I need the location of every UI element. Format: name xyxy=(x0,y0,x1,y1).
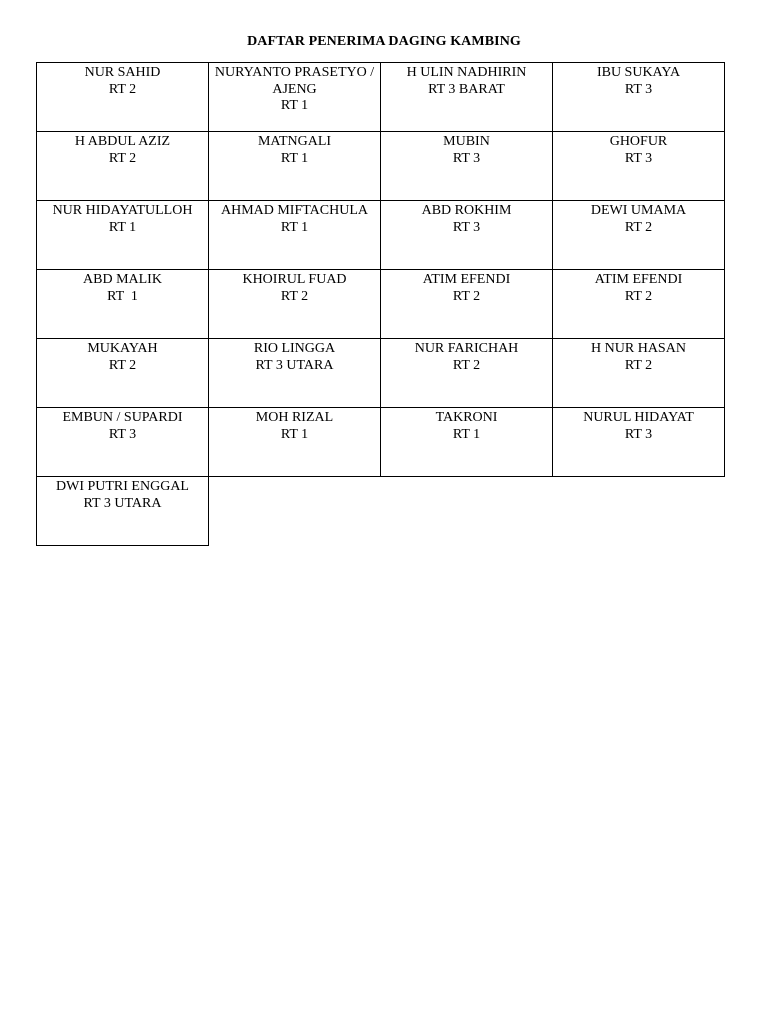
recipient-rt: RT 1 xyxy=(108,219,137,235)
recipient-rt: RT 2 xyxy=(108,357,137,373)
recipient-name: IBU SUKAYA xyxy=(596,65,681,80)
recipient-cell xyxy=(380,407,553,477)
recipient-name: MUBIN xyxy=(443,134,490,149)
recipient-cell xyxy=(208,269,381,339)
recipient-name: ABD ROKHIM xyxy=(421,203,512,218)
recipient-cell xyxy=(36,62,209,132)
recipient-cell xyxy=(380,200,553,270)
recipient-name: MOH RIZAL xyxy=(255,410,334,425)
recipient-name: GHOFUR xyxy=(609,134,668,149)
document-title: DAFTAR PENERIMA DAGING KAMBING xyxy=(247,34,521,49)
recipient-cell xyxy=(208,338,381,408)
recipient-cell xyxy=(36,200,209,270)
recipient-name: NURYANTO PRASETYO / AJENG xyxy=(214,65,377,97)
recipient-name: ABD MALIK xyxy=(83,272,162,287)
recipient-name: H ULIN NADHIRIN xyxy=(406,65,527,80)
recipient-cell xyxy=(552,269,725,339)
recipient-table xyxy=(36,62,724,545)
recipient-name: NUR HIDAYATULLOH xyxy=(52,203,193,218)
recipient-rt: RT 3 UTARA xyxy=(83,495,162,511)
recipient-rt: RT 2 xyxy=(624,219,653,235)
recipient-rt: RT 3 xyxy=(452,150,481,166)
recipient-name: DWI PUTRI ENGGAL xyxy=(56,479,189,494)
recipient-rt: RT 1 xyxy=(280,219,309,235)
recipient-name: H ABDUL AZIZ xyxy=(74,134,171,149)
recipient-name: DEWI UMAMA xyxy=(590,203,687,218)
recipient-cell xyxy=(380,62,553,132)
recipient-cell xyxy=(380,338,553,408)
recipient-name: MATNGALI xyxy=(257,134,332,149)
recipient-name: TAKRONI xyxy=(435,410,498,425)
recipient-cell xyxy=(36,407,209,477)
recipient-rt: RT 2 xyxy=(108,81,137,97)
recipient-name: NUR FARICHAH xyxy=(414,341,519,356)
recipient-cell xyxy=(208,200,381,270)
recipient-cell xyxy=(552,407,725,477)
recipient-cell xyxy=(552,338,725,408)
recipient-rt: RT 1 xyxy=(107,288,138,304)
recipient-rt: RT 3 UTARA xyxy=(255,357,334,373)
recipient-rt: RT 1 xyxy=(280,150,309,166)
recipient-name: KHOIRUL FUAD xyxy=(242,272,347,287)
recipient-rt: RT 2 xyxy=(624,288,653,304)
recipient-rt: RT 1 xyxy=(280,426,309,442)
recipient-rt: RT 2 xyxy=(280,288,309,304)
recipient-rt: RT 2 xyxy=(624,357,653,373)
recipient-cell xyxy=(552,131,725,201)
recipient-cell xyxy=(36,476,209,546)
recipient-cell xyxy=(208,407,381,477)
recipient-name: AHMAD MIFTACHULA xyxy=(220,203,369,218)
recipient-rt: RT 3 xyxy=(624,150,653,166)
recipient-name: ATIM EFENDI xyxy=(422,272,511,287)
recipient-name: EMBUN / SUPARDI xyxy=(62,410,183,425)
recipient-name: NURUL HIDAYAT xyxy=(583,410,694,425)
recipient-cell xyxy=(36,269,209,339)
recipient-rt: RT 1 xyxy=(280,98,309,113)
recipient-rt: RT 1 xyxy=(452,426,481,442)
recipient-rt: RT 3 BARAT xyxy=(428,81,505,97)
recipient-rt: RT 3 xyxy=(108,426,137,442)
recipient-cell xyxy=(552,200,725,270)
recipient-rt: RT 2 xyxy=(452,357,481,373)
recipient-name: MUKAYAH xyxy=(87,341,158,356)
recipient-cell xyxy=(208,62,381,132)
recipient-name: H NUR HASAN xyxy=(591,341,686,356)
recipient-cell xyxy=(36,338,209,408)
recipient-name: NUR SAHID xyxy=(84,65,161,80)
recipient-cell xyxy=(552,62,725,132)
recipient-cell xyxy=(208,131,381,201)
recipient-cell xyxy=(380,131,553,201)
recipient-cell xyxy=(36,131,209,201)
recipient-rt: RT 2 xyxy=(452,288,481,304)
recipient-name: RIO LINGGA xyxy=(253,341,336,356)
recipient-rt: RT 3 xyxy=(624,426,653,442)
recipient-name: ATIM EFENDI xyxy=(594,272,683,287)
recipient-rt: RT 3 xyxy=(624,81,653,97)
recipient-rt: RT 2 xyxy=(108,150,137,166)
recipient-cell xyxy=(380,269,553,339)
recipient-rt: RT 3 xyxy=(452,219,481,235)
